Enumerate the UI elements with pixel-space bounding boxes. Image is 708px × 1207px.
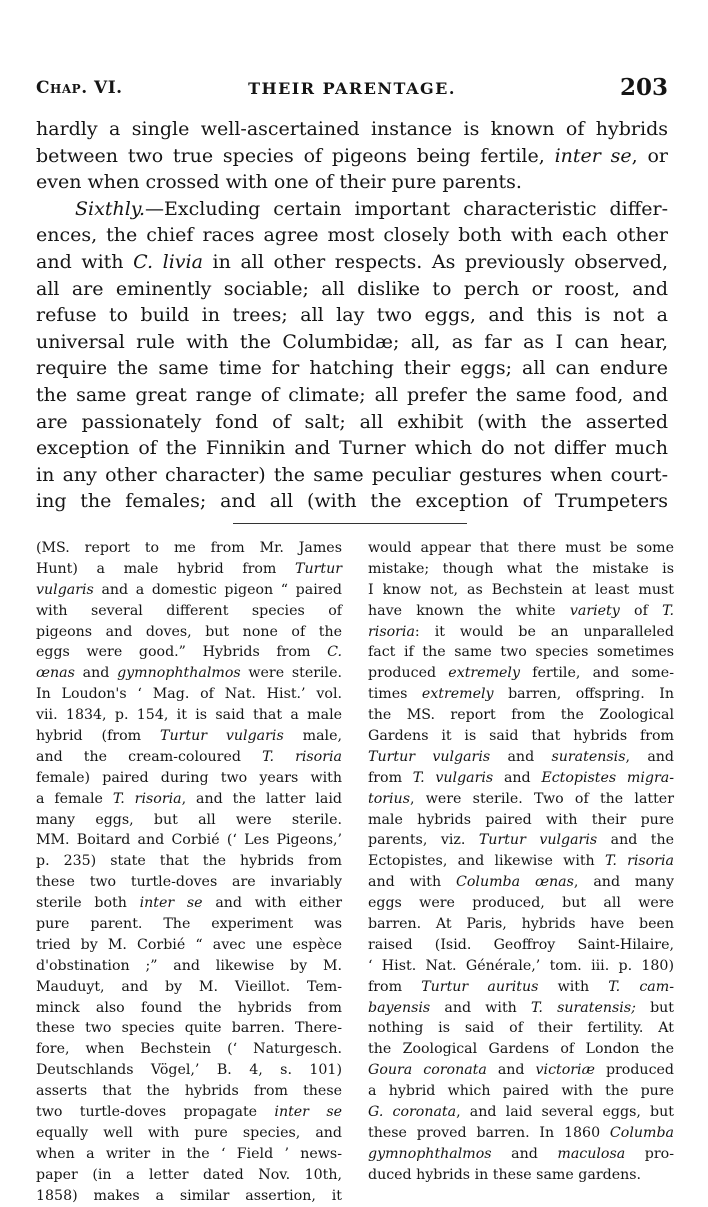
text-line: are passionately fond of salt; all exhibit (with the asserted [36, 410, 668, 433]
footnote-line: Hunt) a male hybrid from Turtur [36, 560, 342, 577]
footnote-line: nothing is said of their fertility. At [368, 1020, 674, 1037]
footnote-column-right [368, 538, 674, 1186]
footnote-line: pure parent. The experiment was [36, 916, 342, 933]
footnote-line: sterile both inter se and with either [36, 895, 342, 912]
text-line: all are eminently sociable; all dislike to perch or roost, and [36, 277, 668, 300]
footnote-line: MM. Boitard and Corbié (‘ Les Pigeons,’ [36, 832, 342, 849]
footnote-line: I know not, as Bechstein at least must [368, 581, 674, 598]
footnote-line: Turtur vulgaris and suratensis, and [368, 748, 674, 765]
footnote-line: eggs were good.” Hybrids from C. [36, 644, 342, 661]
footnote-line: barren. At Paris, hybrids have been [368, 916, 674, 933]
footnote-line: from T. vulgaris and Ectopistes migra- [368, 769, 674, 786]
footnote-line: bayensis and with T. suratensis; but [368, 999, 674, 1016]
footnote-line: fore, when Bechstein (‘ Naturgesch. [36, 1041, 342, 1058]
footnote-line: raised (Isid. Geoffroy Saint-Hilaire, [368, 936, 674, 953]
footnote-line: pigeons and doves, but none of the [36, 623, 342, 640]
footnote-line: Mauduyt, and by M. Vieillot. Tem- [36, 978, 342, 995]
text-line: refuse to build in trees; all lay two eggs, and this is not a [36, 304, 668, 327]
footnote-line: Deutschlands Vögel,’ B. 4, s. 101) [36, 1062, 342, 1079]
footnote-line: the Zoological Gardens of London the [368, 1041, 674, 1058]
footnote-line: Gardens it is said that hybrids from [368, 728, 674, 745]
footnote-line: vulgaris and a domestic pigeon “ paired [36, 581, 342, 598]
footnote-line: a hybrid which paired with the pure [368, 1083, 674, 1100]
footnote-line: times extremely barren, offspring. In [368, 686, 674, 703]
text-line: universal rule with the Columbidæ; all, as far as I can hear, [36, 330, 668, 353]
footnote-line: eggs were produced, but all were [368, 895, 674, 912]
footnote-line: vii. 1834, p. 154, it is said that a male [36, 707, 342, 724]
running-title: THEIR PARENTAGE. [248, 79, 456, 98]
footnote-line: Goura coronata and victoriæ produced [368, 1062, 674, 1079]
footnote-line: 1858) makes a similar assertion, it [36, 1187, 342, 1204]
footnote-line: these proved barren. In 1860 Columba [368, 1124, 674, 1141]
footnote-line: and with Columba œnas, and many [368, 874, 674, 891]
footnote-line: many eggs, but all were sterile. [36, 811, 342, 828]
footnote-line: minck also found the hybrids from [36, 999, 342, 1016]
footnote-line: asserts that the hybrids from these [36, 1083, 342, 1100]
footnote-line: male hybrids paired with their pure [368, 811, 674, 828]
footnote-line: parents, viz. Turtur vulgaris and the [368, 832, 675, 849]
footnote-line: from Turtur auritus with T. cam- [368, 978, 674, 995]
text-line: ing the females; and all (with the exception of Trumpeters [36, 490, 668, 513]
footnote-line: paper (in a letter dated Nov. 10th, [36, 1166, 342, 1183]
running-header [36, 74, 668, 106]
footnote-line: G. coronata, and laid several eggs, but [368, 1104, 674, 1121]
footnote-line: two turtle-doves propagate inter se [36, 1104, 342, 1121]
chapter-label: Chap. VI. [36, 78, 123, 98]
footnote-rule [233, 523, 467, 524]
text-line: hardly a single well-ascertained instance is known of hybrids [36, 118, 668, 140]
footnote-line: the MS. report from the Zoological [368, 707, 674, 724]
text-line: even when crossed with one of their pure parents. [36, 171, 522, 194]
footnote-line: ‘ Hist. Nat. Générale,’ tom. iii. p. 180) [368, 957, 674, 974]
footnote-line: tried by M. Corbié “ avec une espèce [36, 936, 342, 953]
footnote-line: In Loudon's ‘ Mag. of Nat. Hist.’ vol. [36, 686, 342, 703]
footnote-line: and the cream-coloured T. risoria [36, 748, 342, 765]
footnote-line: these two turtle-doves are invariably [36, 874, 342, 891]
footnote-line: these two species quite barren. There- [36, 1020, 342, 1037]
footnote-line: Ectopistes, and likewise with T. risoria [368, 853, 674, 870]
footnote-line: would appear that there must be some [368, 540, 674, 556]
footnote-line: d'obstination ;” and likewise by M. [36, 957, 342, 974]
footnote-line: produced extremely fertile, and some- [368, 665, 674, 682]
footnote-line: a female T. risoria, and the latter laid [36, 790, 342, 807]
footnote-line: equally well with pure species, and [36, 1124, 342, 1141]
footnote-line: fact if the same two species sometimes [368, 644, 674, 661]
text-line: exception of the Finnikin and Turner which do not differ much [36, 437, 668, 460]
footnote-line: have known the white variety of T. [368, 602, 674, 619]
footnote-line: œnas and gymnophthalmos were sterile. [36, 665, 342, 682]
footnote-line: when a writer in the ‘ Field ’ news- [36, 1145, 342, 1162]
text-line: the same great range of climate; all prefer the same food, and [36, 383, 668, 406]
footnote-line: hybrid (from Turtur vulgaris male, [36, 728, 342, 745]
text-line: in any other character) the same peculiar gestures when court- [36, 463, 668, 486]
footnote-line: female) paired during two years with [36, 769, 342, 786]
text-line: between two true species of pigeons being fertile, inter se, or [36, 144, 668, 167]
footnote-line: mistake; though what the mistake is [368, 560, 674, 577]
text-line: and with C. livia in all other respects. As previously observed, [36, 250, 668, 273]
text-line: ences, the chief races agree most closely both with each other [36, 224, 668, 247]
page-number: 203 [619, 74, 668, 101]
footnote-line: gymnophthalmos and maculosa pro- [368, 1145, 674, 1162]
text-line: require the same time for hatching their eggs; all can endure [36, 357, 668, 380]
text-line: Sixthly.—Excluding certain important characteristic differ- [75, 197, 668, 220]
footnote-line: risoria: it would be an unparalleled [368, 623, 674, 640]
footnote-line: (MS. report to me from Mr. James [36, 540, 342, 556]
footnote-line: duced hybrids in these same gardens. [368, 1166, 642, 1183]
footnote-column-left [36, 538, 342, 1207]
footnote-line: with several different species of [36, 602, 342, 619]
footnote-line: torius, were sterile. Two of the latter [368, 790, 674, 807]
main-text [36, 116, 668, 515]
footnote-line: p. 235) state that the hybrids from [36, 853, 342, 870]
